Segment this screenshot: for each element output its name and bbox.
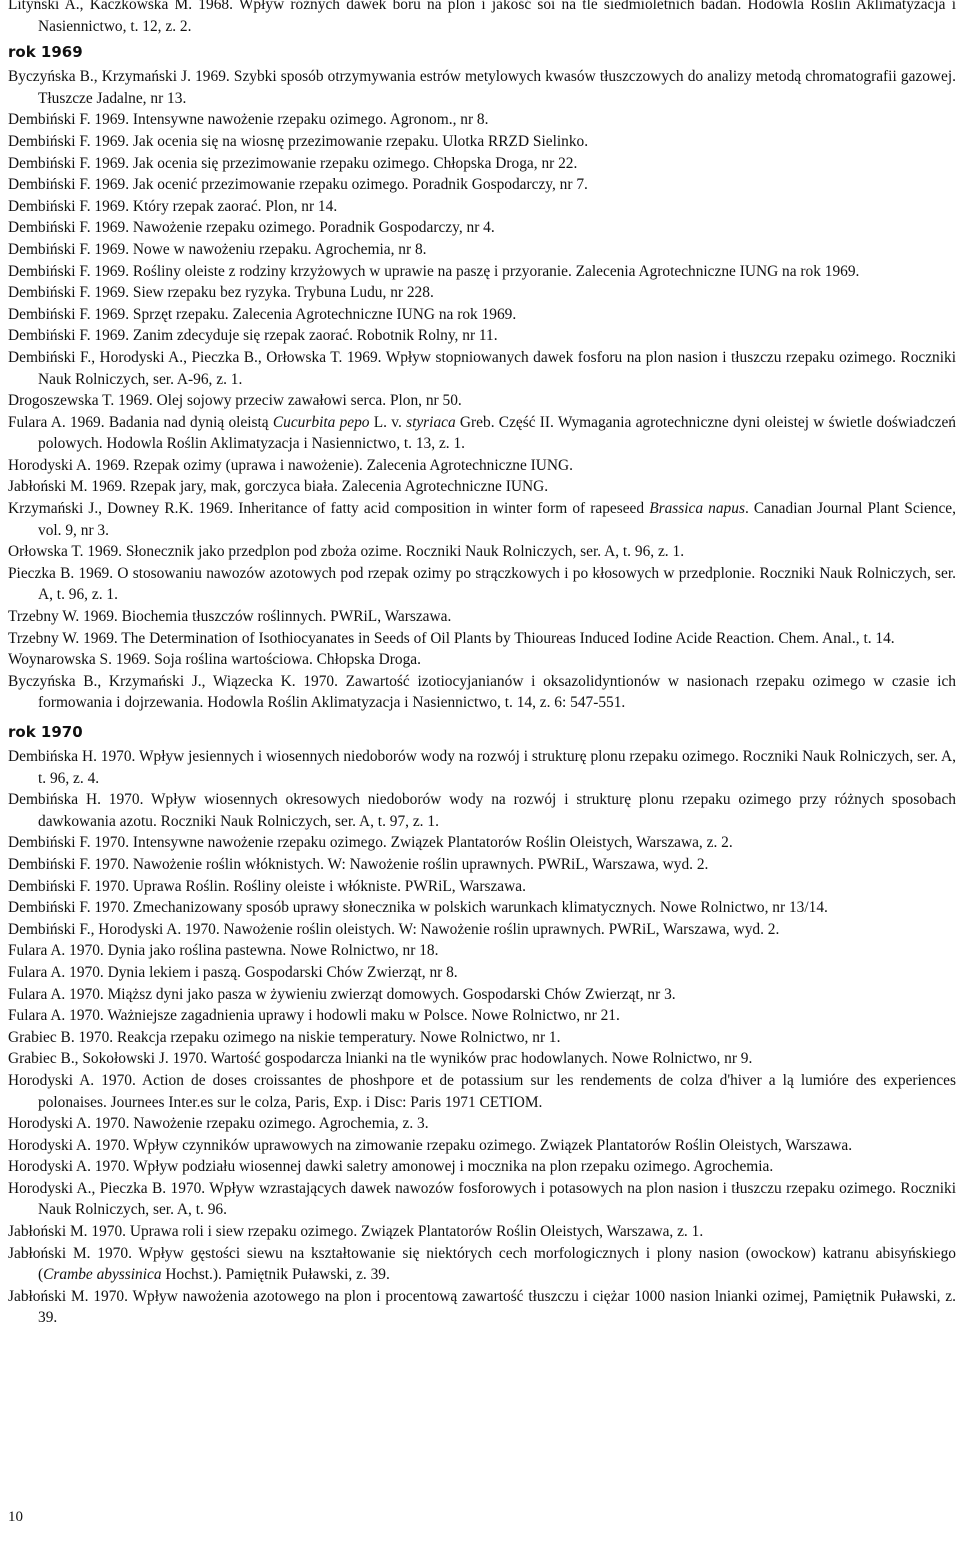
reference-entry bbox=[8, 1027, 956, 1049]
reference-entry bbox=[8, 131, 956, 153]
entry-text: Dembiński F. 1969. Intensywne nawożenie rzepaku ozimego. Agronom., nr 8. bbox=[8, 111, 489, 129]
reference-entry bbox=[8, 606, 956, 628]
entry-text: Horodyski A. 1970. Wpływ podziału wiosennej dawki saletry amonowej i mocznika na plon rzepaku ozimego. Agrochemia. bbox=[8, 1158, 774, 1176]
reference-entry bbox=[8, 854, 956, 876]
entry-text: Horodyski A., Pieczka B. 1970. Wpływ wzrastających dawek nawozów fosforowych i potasowych na plon nasion i tłuszczu rzepaku ozimego. Roczniki Nauk Rolniczych, ser. A, t. 96. bbox=[8, 1179, 956, 1219]
entry-text: L. v. bbox=[369, 413, 407, 431]
reference-entry bbox=[8, 940, 956, 962]
entry-text: Dembińska H. 1970. Wpływ wiosennych okresowych niedoborów wody na rozwój i strukturę plonu rzepaku ozimego przy różnych sposobach dawkowania azotu. Roczniki Nauk Rolniczych, ser. A, t. 97, z. 1. bbox=[8, 791, 956, 830]
entry-text: Byczyńska B., Krzymański J. 1969. Szybki sposób otrzymywania estrów metylowych kwasów tłuszczowych do analizy metodą chromatografii gazowej. Tłuszcze Jadalne, nr 13. bbox=[8, 68, 956, 107]
entry-text: Horodyski A. 1970. Action de doses croissantes de phoshpore et de potassium sur les rendements de colza d'hiver a lą lumióre des experiences polonaises. Journees Inter.es sur le colza, Paris, Exp. i Disc: Paris 1971 CETIOM. bbox=[8, 1071, 956, 1111]
entry-text: Grabiec B. 1970. Reakcja rzepaku ozimego na niskie temperatury. Nowe Rolnictwo, nr 1. bbox=[8, 1028, 561, 1046]
reference-entry bbox=[8, 390, 956, 412]
entry-text: Trzebny W. 1969. Biochemia tłuszczów roślinnych. PWRiL, Warszawa. bbox=[8, 608, 452, 626]
entry-text: Horodyski A. 1969. Rzepak ozimy (uprawa i nawożenie). Zalecenia Agrotechniczne IUNG. bbox=[8, 456, 573, 474]
reference-entry bbox=[8, 304, 956, 326]
entry-text: Hochst.). Pamiętnik Puławski, z. 39. bbox=[161, 1266, 390, 1284]
reference-entry bbox=[8, 897, 956, 919]
entry-text: . Canadian Journal Plant Science, vol. 9, nr 3. bbox=[38, 500, 956, 539]
reference-entry bbox=[8, 789, 956, 832]
reference-entry bbox=[8, 984, 956, 1006]
reference-entry bbox=[8, 563, 956, 606]
section-heading: rok 1970 bbox=[8, 723, 83, 741]
reference-entry bbox=[8, 876, 956, 898]
entry-text: Fulara A. 1970. Dynia jako roślina pastewna. Nowe Rolnictwo, nr 18. bbox=[8, 942, 439, 960]
entry-text: Byczyńska B., Krzymański J., Wiązecka K. 1970. Zawartość izotiocyjanianów i oksazolidyntionów w nasionach rzepaku ozimego w czasie ich formowania i dojrzewania. Hodowla Roślin Aklimatyzacja i Nasiennictwo, t. 14, z. 6: 547-551. bbox=[8, 672, 956, 712]
italic-text: Cucurbita pepo bbox=[272, 413, 370, 431]
reference-entry bbox=[8, 671, 956, 714]
reference-entry bbox=[8, 455, 956, 477]
reference-entry bbox=[8, 628, 956, 650]
entry-text: Horodyski A. 1970. Nawożenie rzepaku ozimego. Agrochemia, z. 3. bbox=[8, 1115, 429, 1133]
reference-entry bbox=[8, 962, 956, 984]
entry-text: Jabłoński M. 1970. Wpływ nawożenia azotowego na plon i procentową zawartość tłuszczu i ciężar 1000 nasion lnianki ozimej, Pamiętnik Puławski, z. 39. bbox=[8, 1287, 956, 1327]
italic-text: Crambe abyssinica bbox=[43, 1266, 162, 1284]
reference-entry bbox=[8, 1221, 956, 1243]
entry-text: Dembiński F., Horodyski A., Pieczka B., Orłowska T. 1969. Wpływ stopniowanych dawek fosforu na plon nasion i tłuszczu rzepaku ozimego. Roczniki Nauk Rolniczych, ser. A-96, z. 1. bbox=[8, 348, 956, 388]
reference-entry bbox=[8, 1048, 956, 1070]
entry-text: Dembiński F. 1969. Jak ocenia się na wiosnę przezimowanie rzepaku. Ulotka RRZD Sielinko. bbox=[8, 132, 589, 150]
reference-entry bbox=[8, 919, 956, 941]
entry-text: Dembiński F. 1969. Zanim zdecyduje się rzepak zaorać. Robotnik Rolny, nr 11. bbox=[8, 327, 498, 345]
reference-entry bbox=[8, 1135, 956, 1157]
entry-text: Dembiński F. 1969. Sprzęt rzepaku. Zalecenia Agrotechniczne IUNG na rok 1969. bbox=[8, 305, 517, 323]
entry-text: Dembiński F. 1969. Rośliny oleiste z rodziny krzyżowych w uprawie na paszę i przyoranie. Zalecenia Agrotechniczne IUNG na rok 1969. bbox=[8, 262, 860, 280]
entry-text: Dembiński F. 1969. Jak ocenić przezimowanie rzepaku ozimego. Poradnik Gospodarczy, nr 7. bbox=[8, 176, 588, 194]
entry-text: Pieczka B. 1969. O stosowaniu nawozów azotowych pod rzepak ozimy po strączkowych i po kłosowych w przedplonie. Roczniki Nauk Rolniczych, ser. A, t. 96, z. 1. bbox=[8, 564, 956, 604]
bibliography bbox=[8, 0, 956, 1329]
reference-entry bbox=[8, 196, 956, 218]
entry-text: Drogoszewska T. 1969. Olej sojowy przeciw zawałowi serca. Plon, nr 50. bbox=[8, 392, 462, 410]
entry-text: Dembiński F. 1970. Nawożenie roślin włóknistych. W: Nawożenie roślin uprawnych. PWRiL, Warszawa, wyd. 2. bbox=[8, 855, 709, 873]
reference-entry bbox=[8, 261, 956, 283]
entry-text: Trzebny W. 1969. The Determination of Isothiocyanates in Seeds of Oil Plants by Thioureas Induced Iodine Acide Reaction. Chem. Anal., t. 14. bbox=[8, 629, 895, 647]
reference-entry bbox=[8, 1113, 956, 1135]
entry-text: Dembiński F. 1969. Jak ocenia się przezimowanie rzepaku ozimego. Chłopska Droga, nr 22. bbox=[8, 154, 578, 172]
entry-text: Jabłoński M. 1970. Wpływ gęstości siewu na kształtowanie się niektórych cech morfologicznych i plony nasion (owockow) katranu abisyńskiego ( bbox=[8, 1244, 956, 1284]
entry-text: Fulara A. 1969. Badania nad dynią oleistą bbox=[8, 413, 273, 431]
entry-text: Jabłoński M. 1970. Uprawa roli i siew rzepaku ozimego. Związek Plantatorów Roślin Oleistych, Warszawa, z. 1. bbox=[8, 1223, 704, 1241]
reference-entry bbox=[8, 1156, 956, 1178]
entry-text: Dembiński F. 1970. Intensywne nawożenie rzepaku ozimego. Związek Plantatorów Roślin Oleistych, Warszawa, z. 2. bbox=[8, 834, 733, 852]
reference-entry bbox=[8, 541, 956, 563]
entry-text: Dembiński F. 1969. Który rzepak zaorać. Plon, nr 14. bbox=[8, 197, 338, 215]
reference-entry bbox=[8, 174, 956, 196]
reference-entry bbox=[8, 1286, 956, 1329]
entry-text: Lityński A., Kaczkowska M. 1968. Wpływ różnych dawek boru na plon i jakość soi na tle siedmioletnich badań. Hodowla Roślin Aklimatyzacja i Nasiennictwo, t. 12, z. 2. bbox=[8, 0, 956, 35]
entry-text: Orłowska T. 1969. Słonecznik jako przedplon pod zboża ozime. Roczniki Nauk Rolniczych, ser. A, t. 96, z. 1. bbox=[8, 543, 685, 561]
reference-entry bbox=[8, 239, 956, 261]
entry-text: Fulara A. 1970. Dynia lekiem i paszą. Gospodarski Chów Zwierząt, nr 8. bbox=[8, 963, 458, 981]
entry-text: Dembiński F. 1970. Zmechanizowany sposób uprawy słonecznika w polskich warunkach klimatycznych. Nowe Rolnictwo, nr 13/14. bbox=[8, 899, 828, 917]
reference-entry bbox=[8, 1005, 956, 1027]
reference-entry bbox=[8, 476, 956, 498]
entry-text: Dembińska H. 1970. Wpływ jesiennych i wiosennych niedoborów wody na rozwój i strukturę plonu rzepaku ozimego. Roczniki Nauk Rolniczych, ser. A, t. 96, z. 4. bbox=[8, 748, 956, 787]
reference-entry bbox=[8, 832, 956, 854]
reference-entry bbox=[8, 1070, 956, 1113]
section-heading: rok 1969 bbox=[8, 43, 83, 62]
reference-entry bbox=[8, 649, 956, 671]
entry-text: Dembiński F. 1969. Siew rzepaku bez ryzyka. Trybuna Ludu, nr 228. bbox=[8, 284, 434, 302]
reference-entry bbox=[8, 217, 956, 239]
reference-entry bbox=[8, 325, 956, 347]
reference-entry bbox=[8, 347, 956, 390]
entry-text: Dembiński F. 1969. Nowe w nawożeniu rzepaku. Agrochemia, nr 8. bbox=[8, 240, 427, 258]
entry-text: Woynarowska S. 1969. Soja roślina wartościowa. Chłopska Droga. bbox=[8, 651, 421, 669]
entry-text: Dembiński F. 1970. Uprawa Roślin. Rośliny oleiste i włókniste. PWRiL, Warszawa. bbox=[8, 877, 526, 895]
entry-text: Greb. Część II. Wymagania agrotechniczne dyni oleistej w świetle doświadczeń polowych. Hodowla Roślin Aklimatyzacja i Nasiennictwo, t. 13, z. 1. bbox=[38, 413, 957, 453]
entry-text: Fulara A. 1970. Miąższ dyni jako pasza w żywieniu zwierząt domowych. Gospodarski Chów Zwierząt, nr 3. bbox=[8, 985, 676, 1003]
entry-text: Fulara A. 1970. Ważniejsze zagadnienia uprawy i hodowli maku w Polsce. Nowe Rolnictwo, nr 21. bbox=[8, 1007, 620, 1025]
entry-text: Grabiec B., Sokołowski J. 1970. Wartość gospodarcza lnianki na tle wyników prac hodowlanych. Nowe Rolnictwo, nr 9. bbox=[8, 1050, 753, 1068]
italic-text: styriaca bbox=[406, 413, 456, 431]
page-number: 10 bbox=[8, 1509, 23, 1525]
entry-text: Horodyski A. 1970. Wpływ czynników uprawowych na zimowanie rzepaku ozimego. Związek Plantatorów Roślin Oleistych, Warszawa. bbox=[8, 1136, 853, 1154]
reference-entry bbox=[8, 1178, 956, 1221]
entry-text: Jabłoński M. 1969. Rzepak jary, mak, gorczyca biała. Zalecenia Agrotechniczne IUNG. bbox=[8, 478, 549, 496]
entry-text: Krzymański J., Downey R.K. 1969. Inheritance of fatty acid composition in winter form of rapeseed bbox=[8, 500, 650, 518]
reference-entry bbox=[8, 498, 956, 541]
reference-entry bbox=[8, 746, 956, 789]
italic-text: Brassica napus bbox=[649, 500, 745, 518]
reference-entry bbox=[8, 153, 956, 175]
reference-entry bbox=[8, 1243, 956, 1286]
reference-entry bbox=[8, 66, 956, 109]
reference-entry bbox=[8, 0, 956, 37]
reference-entry bbox=[8, 109, 956, 131]
reference-entry bbox=[8, 412, 956, 455]
reference-entry bbox=[8, 282, 956, 304]
entry-text: Dembiński F., Horodyski A. 1970. Nawożenie roślin oleistych. W: Nawożenie roślin uprawnych. PWRiL, Warszawa, wyd. 2. bbox=[8, 920, 780, 938]
entry-text: Dembiński F. 1969. Nawożenie rzepaku ozimego. Poradnik Gospodarczy, nr 4. bbox=[8, 219, 495, 237]
